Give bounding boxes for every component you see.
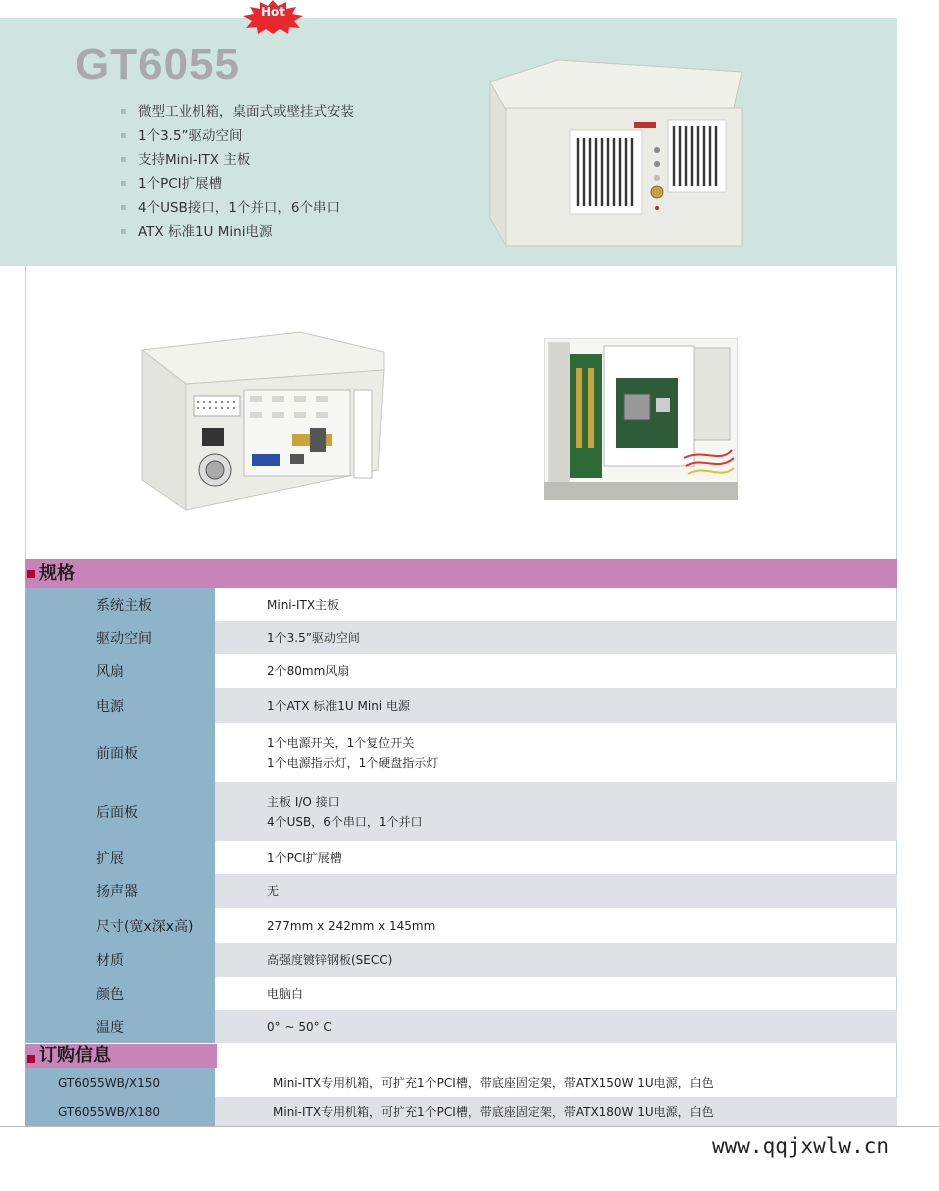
- chassis-interior-image: [544, 338, 738, 500]
- spec-value-line: 0° ~ 50° C: [267, 1019, 332, 1034]
- specs-section-bar: [25, 559, 897, 588]
- spec-label: 扬声器: [25, 874, 215, 908]
- model-title: GT6055: [75, 40, 240, 89]
- spec-value: [215, 723, 897, 782]
- order-description: Mini-ITX专用机箱，可扩充1个PCI槽，带底座固定架，带ATX180W 1U电源，白色: [215, 1097, 897, 1126]
- spec-value-line: 无: [267, 884, 280, 898]
- spec-label: 系统主板: [25, 588, 215, 621]
- spec-value-line: 电脑白: [267, 986, 304, 1001]
- spec-value-line: 1个PCI扩展槽: [267, 850, 342, 865]
- spec-row: [25, 621, 897, 654]
- spec-label: 前面板: [25, 723, 215, 782]
- spec-value: [215, 977, 897, 1010]
- spec-label: 颜色: [25, 977, 215, 1010]
- spec-row: [25, 943, 897, 977]
- spec-value-line: 1个ATX 标准1U Mini 电源: [267, 698, 410, 713]
- spec-row: [25, 654, 897, 688]
- chassis-front-image: [488, 58, 744, 248]
- spec-value: [215, 782, 897, 841]
- order-section-title: 订购信息: [25, 1044, 217, 1068]
- website-url[interactable]: www.qqjxwlw.cn: [712, 1134, 890, 1158]
- feature-list: [120, 100, 354, 244]
- spec-value: [215, 688, 897, 723]
- spec-row: [25, 1010, 897, 1043]
- order-model: GT6055WB/X150: [25, 1068, 215, 1097]
- feature-item: ▪ 微型工业机箱，桌面式或壁挂式安装: [120, 100, 354, 124]
- spec-value: [215, 654, 897, 688]
- spec-row: [25, 874, 897, 908]
- spec-row: [25, 841, 897, 874]
- spec-label: 材质: [25, 943, 215, 977]
- spec-value-line: 277mm x 242mm x 145mm: [267, 918, 436, 933]
- spec-value: [215, 1010, 897, 1043]
- spec-value: [215, 874, 897, 908]
- order-description: Mini-ITX专用机箱，可扩充1个PCI槽，带底座固定架，带ATX150W 1U电源，白色: [273, 1076, 714, 1090]
- feature-item: ▪ 支持Mini-ITX 主板: [120, 148, 354, 172]
- spec-row: [25, 588, 897, 621]
- order-row: [25, 1097, 897, 1126]
- feature-item: ▪ 1个PCI扩展槽: [120, 172, 354, 196]
- order-model: GT6055WB/X180: [25, 1097, 215, 1126]
- spec-label: 扩展: [25, 841, 215, 874]
- spec-row: [25, 977, 897, 1010]
- spec-value-line: 高强度镀锌钢板(SECC): [267, 953, 393, 967]
- order-section-bar: [25, 1044, 217, 1068]
- spec-label: 风扇: [25, 654, 215, 688]
- spec-value: [215, 841, 897, 874]
- spec-value: [215, 943, 897, 977]
- footer-divider: [0, 1126, 939, 1127]
- feature-item: ▪ ATX 标准1U Mini电源: [120, 220, 354, 244]
- spec-label: 尺寸(宽x深x高): [25, 908, 215, 943]
- spec-label: 温度: [25, 1010, 215, 1043]
- spec-label: 电源: [25, 688, 215, 723]
- spec-value-line: 1个电源开关，1个复位开关: [267, 735, 415, 750]
- spec-value: [215, 588, 897, 621]
- spec-value-line: 1个3.5”驱动空间: [267, 630, 360, 645]
- spec-row: [25, 723, 897, 782]
- spec-value: [215, 908, 897, 943]
- feature-item: ▪ 1个3.5”驱动空间: [120, 124, 354, 148]
- specs-section-title: 规格: [25, 559, 897, 588]
- spec-value-line: Mini-ITX主板: [267, 597, 340, 612]
- spec-value-line: 4个USB，6个串口，1个并口: [267, 814, 423, 829]
- frame-line: [25, 266, 26, 566]
- spec-label: 驱动空间: [25, 621, 215, 654]
- spec-value: [215, 621, 897, 654]
- spec-label: 后面板: [25, 782, 215, 841]
- spec-row: [25, 908, 897, 943]
- chassis-rear-image: [140, 330, 386, 512]
- order-row: [25, 1068, 897, 1097]
- spec-row: [25, 782, 897, 841]
- spec-value-line: 1个电源指示灯，1个硬盘指示灯: [267, 755, 439, 770]
- spec-value-line: 主板 I/O 接口: [267, 794, 340, 809]
- hot-badge-text: Hot: [260, 5, 286, 19]
- spec-row: [25, 688, 897, 723]
- spec-value-line: 2个80mm风扇: [267, 664, 350, 678]
- feature-item: ▪ 4个USB接口，1个并口，6个串口: [120, 196, 354, 220]
